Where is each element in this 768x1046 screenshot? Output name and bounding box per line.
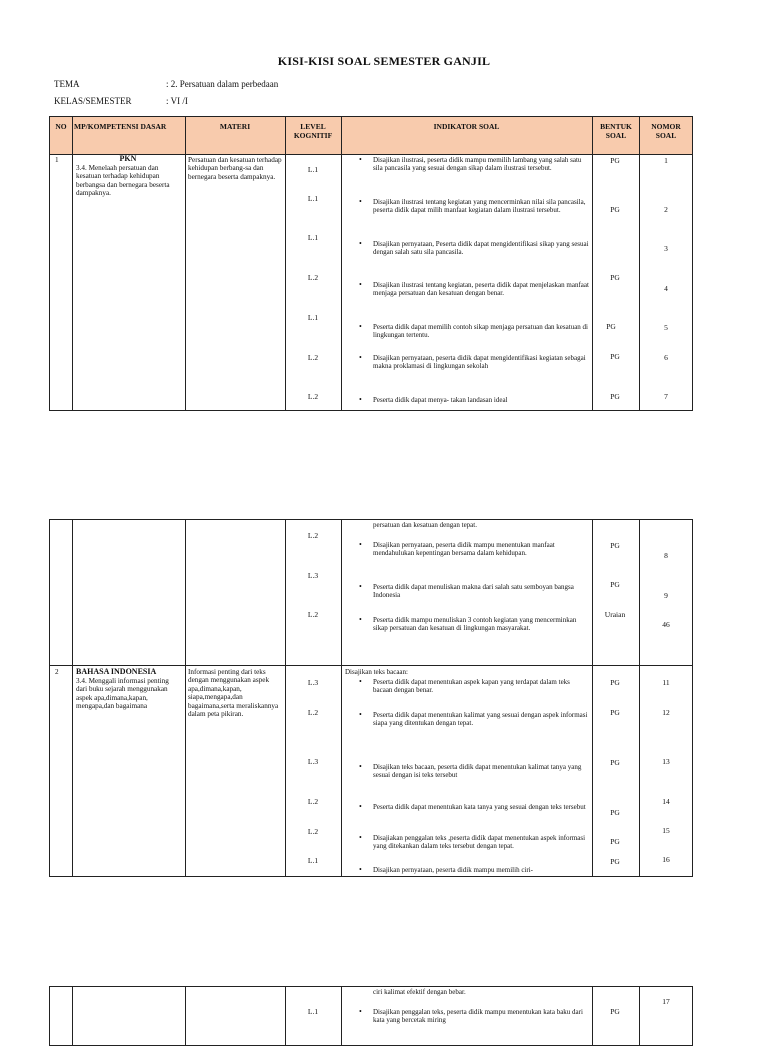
- level-cell: L.1: [307, 313, 319, 322]
- nomor-cell: 11: [662, 678, 670, 687]
- materi-text: Persatuan dan kesatuan terhadap kehidupan berbang-sa dan bernegara beserta dampaknya.: [188, 156, 282, 181]
- bentuk-cell: PG: [610, 857, 620, 866]
- indikator-item: • Disajikan ilustrasi, peserta didik mampu memilih lambang yang salah satu sila pancasila yang sesuai dengan sikap dalam ilustrasi tersebut.: [359, 155, 582, 173]
- level-cell: L.3: [307, 757, 319, 766]
- bentuk-cell: PG: [610, 392, 620, 401]
- meta-tema: [0, 79, 768, 91]
- header-indikator: INDIKATOR SOAL: [433, 122, 500, 131]
- level-cell: L.1: [307, 856, 319, 865]
- level-cell: L.2: [307, 531, 319, 540]
- table-continued: [49, 519, 693, 877]
- indikator-item: • Peserta didik dapat memilih contoh sikap menjaga persatuan dan kesatuan di lingkungan tertentu.: [359, 322, 588, 340]
- bentuk-cell: PG: [610, 541, 620, 550]
- nomor-cell: 16: [662, 855, 670, 864]
- header-bentuk: BENTUK SOAL: [600, 122, 632, 140]
- nomor-cell: 9: [664, 591, 668, 600]
- bentuk-cell: PG: [606, 322, 616, 331]
- nomor-cell: 4: [664, 284, 668, 293]
- nomor-cell: 46: [662, 620, 670, 629]
- nomor-cell: 12: [662, 708, 670, 717]
- bentuk-cell: PG: [610, 273, 620, 282]
- nomor-cell: 15: [662, 826, 670, 835]
- level-cell: L.1: [307, 233, 319, 242]
- nomor-cell: 1: [664, 156, 668, 165]
- level-cell: L.1: [307, 165, 319, 174]
- header-level: LEVEL KOGNITIF: [293, 122, 333, 140]
- table-continued-2: [49, 986, 693, 1046]
- indikator-item: • Peserta didik dapat menentukan aspek kapan yang terdapat dalam teks bacaan dengan benar.: [359, 677, 570, 695]
- indikator-item: • Disajikan ilustrasi tentang kegiatan yang mencerminkan nilai sila pancasila, peserta didik dapat milih manfaat kegiatan dalam ilustrasi tersebut.: [359, 197, 586, 215]
- header-no: NO: [55, 122, 67, 131]
- level-cell: L.3: [307, 678, 319, 687]
- bentuk-cell: PG: [610, 205, 620, 214]
- kd-text: 3.4. Menggali informasi penting dari buku sejarah menggunakan aspek apa,dimana,kapan, mengapa,dan bagaimana: [76, 677, 169, 711]
- indikator-item: • Disajikan teks bacaan, peserta didik dapat menentukan kalimat tanya yang sesuai dengan isi teks tersebut: [359, 762, 582, 780]
- nomor-cell: 3: [664, 244, 668, 253]
- nomor-cell: 14: [662, 797, 670, 806]
- bentuk-cell: PG: [610, 678, 620, 687]
- subject-pkn: PKN: [119, 154, 137, 163]
- nomor-cell: 5: [664, 323, 668, 332]
- indikator-item: • Peserta didik dapat menya- takan landasan ideal: [359, 395, 508, 404]
- bentuk-cell: Uraian: [604, 610, 626, 619]
- tema-label: TEMA: [54, 79, 80, 89]
- materi-text: Informasi penting dari teks dengan menggunakan aspek apa,dimana,kapan, siapa,mengapa,dan bagaimana,serta meraliskannya dalam peta pikiran.: [188, 668, 279, 719]
- nomor-cell: 2: [664, 205, 668, 214]
- kelas-label: KELAS/SEMESTER: [54, 96, 132, 106]
- indikator-item: • Disajikan ilustrasi tentang kegiatan, peserta didik dapat menjelaskan manfaat menjaga persatuan dan kesatuan dengan benar.: [359, 280, 589, 298]
- level-cell: L.2: [307, 708, 319, 717]
- bentuk-cell: PG: [610, 156, 620, 165]
- kelas-value: : VI /I: [166, 96, 188, 106]
- bentuk-cell: PG: [610, 708, 620, 717]
- indikator-item: • Disajiakan penggalan teks ,peserta didik dapat menentukan aspek informasi yang ditekankan dalam teks tersebut dengan tepat.: [359, 833, 586, 851]
- table-pkn: [49, 116, 693, 411]
- level-cell: L.1: [307, 194, 319, 203]
- level-cell: L.2: [307, 797, 319, 806]
- header-nomor: NOMOR SOAL: [651, 122, 681, 140]
- bentuk-cell: PG: [610, 808, 620, 817]
- kd-text: 3.4. Menelaah persatuan dan kesatuan terhadap kehidupan berbangsa dan bernegara beserta dampaknya.: [76, 164, 170, 198]
- bentuk-cell: PG: [610, 580, 620, 589]
- header-kd: MP/KOMPETENSI DASAR: [74, 122, 167, 131]
- tema-value: : 2. Persatuan dalam perbedaan: [166, 79, 279, 89]
- indikator-item: • Peserta didik mampu menuliskan 3 contoh kegiatan yang mencerminkan sikap persatuan dan kesatuan di lingkungan masyarakat.: [359, 615, 577, 633]
- bentuk-cell: PG: [610, 352, 620, 361]
- nomor-cell: 7: [664, 392, 668, 401]
- nomor-cell: 6: [664, 353, 668, 362]
- nomor-cell: 13: [662, 757, 670, 766]
- row-no: 1: [55, 156, 59, 164]
- level-cell: L.2: [307, 827, 319, 836]
- nomor-cell: 17: [662, 997, 670, 1006]
- meta-kelas: [0, 96, 768, 108]
- indikator-intro: Disajikan teks bacaan:: [345, 668, 408, 676]
- level-cell: L.2: [307, 610, 319, 619]
- indikator-item: • Disajikan pernyataan, Peserta didik dapat mengidentifikasi sikap yang sesuai dengan salah satu sila pancasila.: [359, 239, 589, 257]
- level-cell: L.2: [307, 353, 319, 362]
- indikator-continued: persatuan dan kesatuan dengan tepat.: [373, 521, 477, 529]
- level-cell: L.2: [307, 273, 319, 282]
- indikator-item: • Disajikan pernyataan, peserta didik mampu menentukan manfaat mendahulukan kepentingan bersama dalam kehidupan.: [359, 540, 555, 558]
- indikator-item: • Peserta didik dapat menuliskan makna dari salah satu semboyan bangsa Indonesia: [359, 582, 574, 600]
- level-cell: L.2: [307, 392, 319, 401]
- indikator-continued: ciri kalimat efektif dengan bebar.: [373, 988, 466, 996]
- bentuk-cell: PG: [610, 837, 620, 846]
- nomor-cell: 8: [664, 551, 668, 560]
- indikator-item: • Disajikan pernyataan, peserta didik mampu memilih ciri-: [359, 865, 533, 874]
- bentuk-cell: PG: [610, 758, 620, 767]
- level-cell: L.1: [307, 1007, 319, 1016]
- indikator-item: • Peserta didik dapat menentukan kata tanya yang sesuai dengan teks tersebut: [359, 802, 586, 811]
- subject-bindo: BAHASA INDONESIA: [76, 667, 157, 676]
- page-title: KISI-KISI SOAL SEMESTER GANJIL: [277, 54, 491, 68]
- indikator-item: • Peserta didik dapat menentukan kalimat yang sesuai dengan aspek informasi siapa yang ditentukan dengan tepat.: [359, 710, 588, 728]
- indikator-item: • Disajikan penggalan teks, peserta didik mampu menentukan kata baku dari kata yang bercetak miring: [359, 1007, 583, 1025]
- row-no: 2: [55, 668, 59, 676]
- indikator-item: • Disajikan pernyataan, peserta didik dapat mengidentifikasi kegiatan sebagai makna proklamasi di lingkungan sekolah: [359, 353, 586, 371]
- header-materi: MATERI: [219, 122, 251, 131]
- level-cell: L.3: [307, 571, 319, 580]
- bentuk-cell: PG: [610, 1007, 620, 1016]
